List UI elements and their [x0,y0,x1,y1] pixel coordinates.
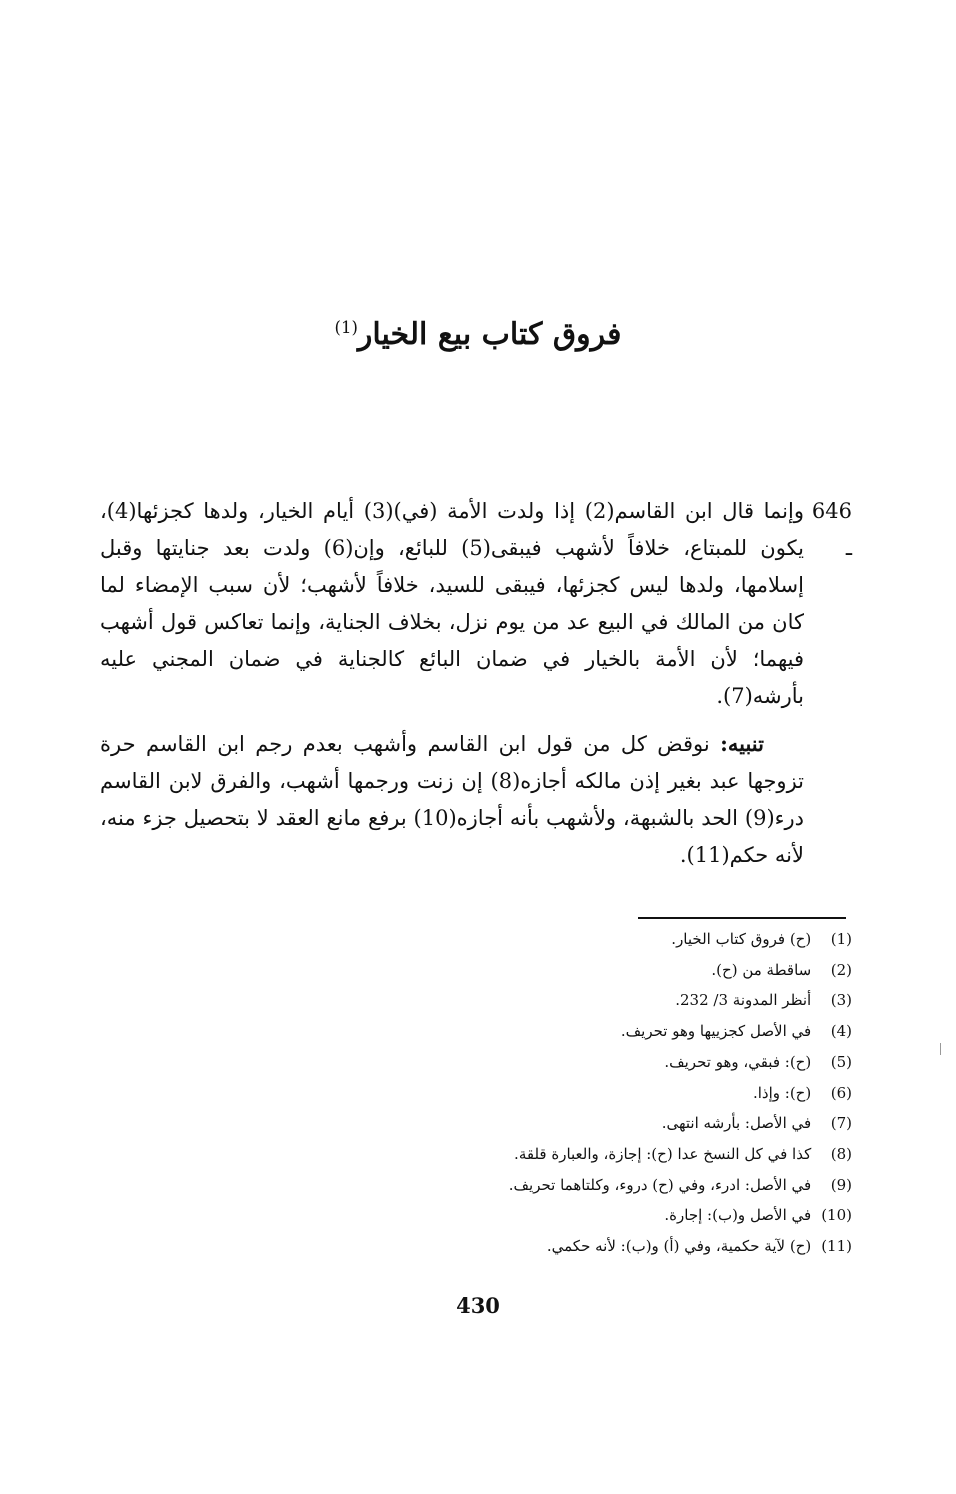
footnote-item [300,1016,852,1047]
footnote-number: (1) [830,930,852,948]
footnote-item [300,924,852,955]
footnote-number: (9) [830,1175,852,1194]
footnotes-list [300,924,852,1262]
footnote-item [300,955,852,986]
footnote-text: أنظر المدونة 3/ 232. [675,991,812,1010]
footnote-number: (8) [830,1144,852,1163]
footnote-number: (10) [821,1206,852,1225]
footnote-number: (3) [830,991,852,1010]
footnote-text: في الأصل: ادرء، وفي (ح) دروء، وكلتاهما تحريف. [508,1175,812,1194]
footnote-text: (ح): فبقي، وهو تحريف. [664,1052,812,1071]
footnote-number: (2) [830,960,852,979]
footnote-text: (ح): وإذا. [752,1083,812,1102]
footnote-text: (ح) لآية حكمية، وفي (أ) و(ب): لأنه حكمي. [546,1237,812,1256]
footnote-item [300,985,852,1016]
footnote-text: (ح) فروق كتاب الخيار. [671,930,812,948]
paragraph-text: وإنما قال ابن القاسم(2) إذا ولدت الأمة (في)(3) أيام الخيار، ولدها كجزئها(4)، يكون للمبتاع، خلافاً لأشهب فيبقى(5) للبائع، وإن(6) ولدت بعد جنايتها وقبل إسلامها، ولدها ليس كجزئها، فيبقى للسيد، خلافاً لأشهب؛ لأن سبب الإمضاء لما كان من المالك في البيع عد من يوم نزل، بخلاف الجناية، وإنما تعاكس قول أشهب فيهما؛ لأن الأمة بالخيار في ضمان البائع كالجناية في ضمان المجني عليه بأرشه(7). [100,499,805,708]
footnote-text: في الأصل كجزييها وهو تحريف. [620,1022,812,1041]
paragraph-text: نوقض كل من قول ابن القاسم وأشهب بعدم رجم ابن القاسم حرة تزوجها عبد بغير إذن مالكه أجازه(8) إن زنت ورجمها أشهب، والفرق لابن القاسم درء(9) الحد بالشبهة، ولأشهب بأنه أجازه(10) برفع مانع العقد لا بتحصيل جزء منه، لأنه حكم(11). [100,732,804,867]
footnote-item [300,1231,852,1262]
footnote-text: كذا في كل النسخ عدا (ح): إجازة، والعبارة قلقة. [514,1144,812,1163]
footnote-text: ساقطة من (ح). [711,960,812,979]
footnote-item [300,1078,852,1109]
footnote-text: في الأصل و(ب): إجارة. [664,1206,812,1225]
footnote-separator [638,917,846,919]
main-text [100,493,852,874]
footnote-item [300,1108,852,1139]
footnote-item [300,1139,852,1170]
footnote-text: في الأصل: بأرشه انتهى. [661,1114,812,1133]
page-title-footnote-ref: (1) [334,318,358,337]
footnote-number: (5) [830,1052,852,1071]
footnote-number: (11) [821,1237,852,1256]
note-lead: تنبيه: [720,731,764,756]
footnote-item [300,1170,852,1201]
page-title-text: فروق كتاب بيع الخيار [357,317,622,352]
paragraph-646 [100,493,852,715]
page-title [0,303,956,360]
footnote-item [300,1200,852,1231]
footnote-number: (7) [830,1114,852,1133]
footnote-number: (4) [830,1022,852,1041]
footnote-number: (6) [830,1083,852,1102]
paragraph-note [100,725,852,874]
footnote-item [300,1047,852,1078]
paragraph-number: 646 ـ [811,499,852,560]
page-number: 430 [456,1293,500,1318]
scan-margin-mark [940,1043,941,1055]
